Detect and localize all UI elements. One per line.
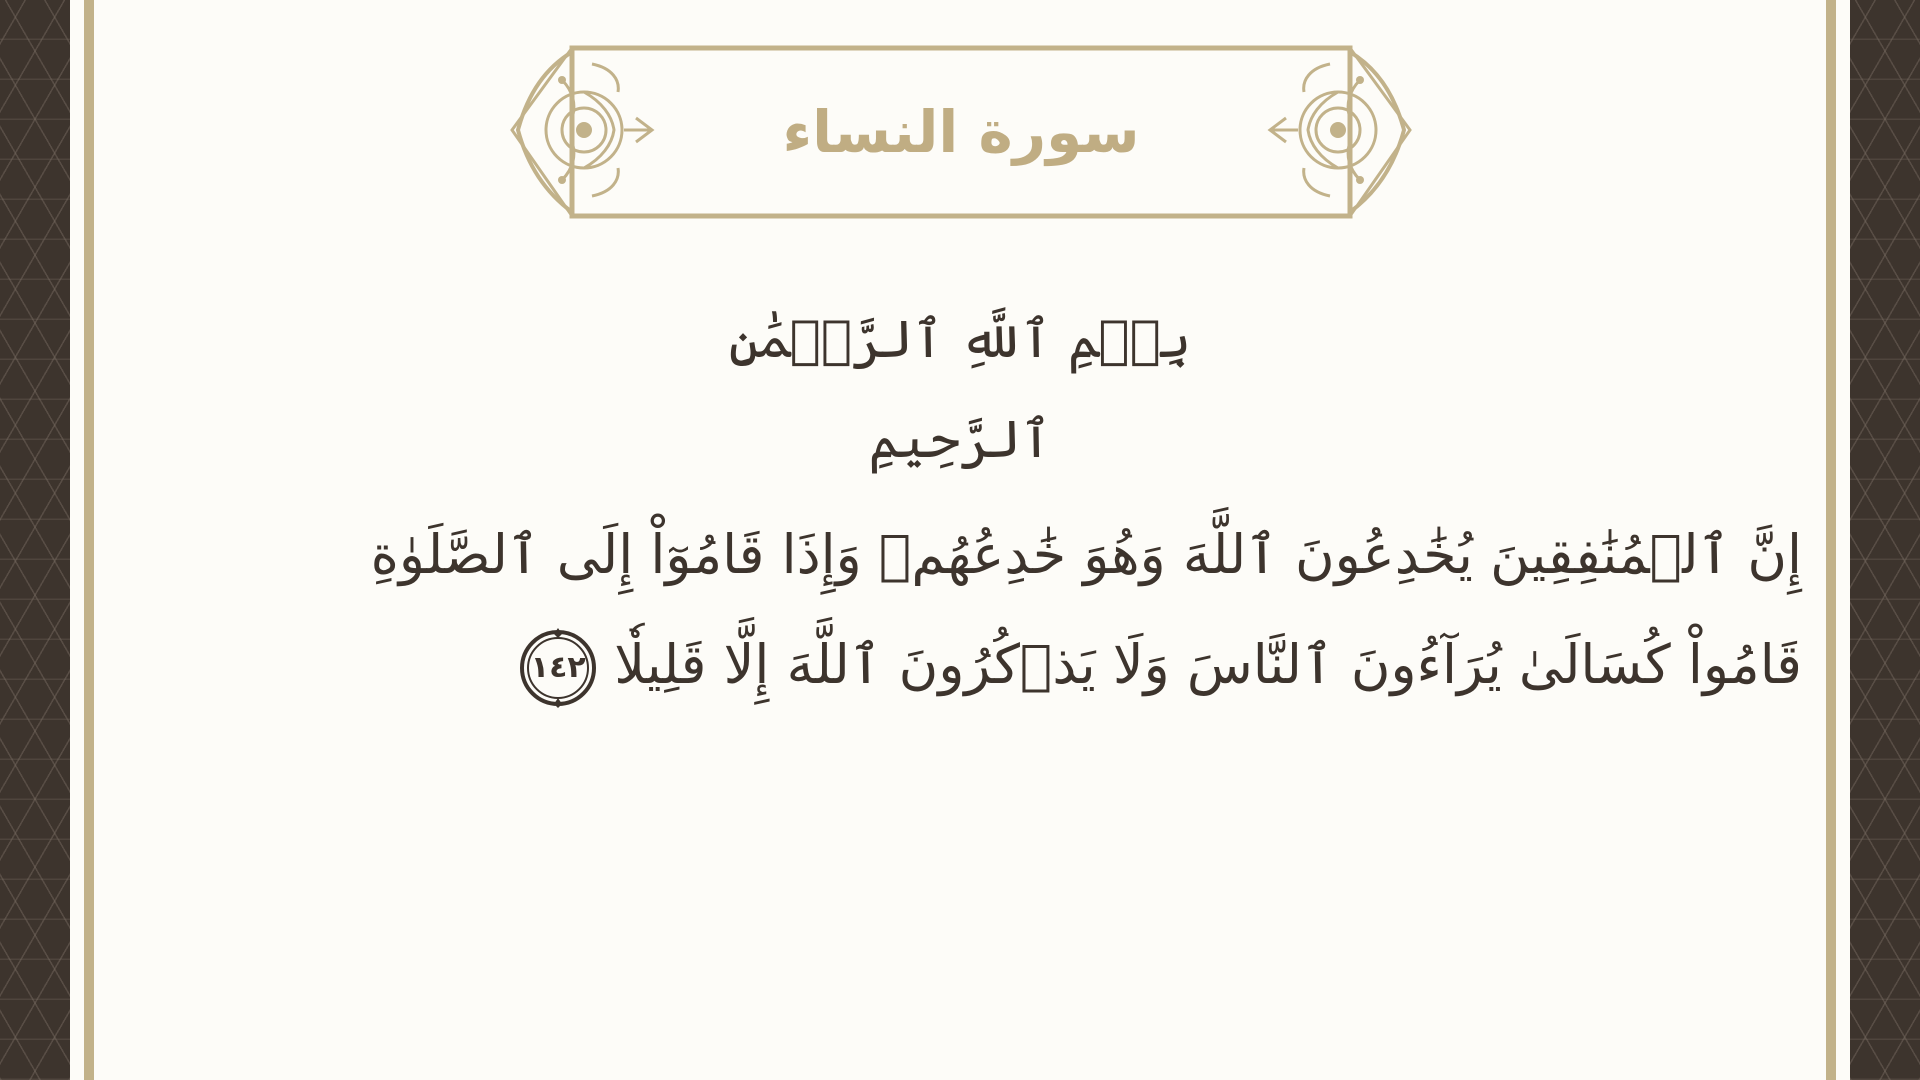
ayah-number: ١٤٢ xyxy=(530,650,586,686)
verse-line-1: إِنَّ ٱلۡمُنَٰفِقِينَ يُخَٰدِعُونَ ٱللَّهَ وَهُوَ خَٰدِعُهُمۡ وَإِذَا قَامُوٓاْ إِلَى ٱلصَّلَوٰةِ xyxy=(370,523,1802,586)
ayah-end-marker xyxy=(516,626,600,710)
verse-line-2 xyxy=(290,610,1802,720)
surah-header-cartouche xyxy=(502,40,1420,228)
surah-title: سورة النساء xyxy=(782,98,1140,166)
verse-line-2-text: قَامُواْ كُسَالَىٰ يُرَآءُونَ ٱلنَّاسَ وَلَا يَذۡكُرُونَ ٱللَّهَ إِلَّا قَلِيلٗا xyxy=(614,633,1802,696)
basmala: بِسۡمِ ٱللَّهِ ٱلرَّحۡمَٰنِ ٱلرَّحِيمِ xyxy=(728,310,1192,470)
left-decorative-border xyxy=(0,0,70,1080)
right-decorative-border xyxy=(1850,0,1920,1080)
verse-block xyxy=(290,500,1802,720)
right-gold-line xyxy=(1826,0,1836,1080)
left-gold-line xyxy=(84,0,94,1080)
